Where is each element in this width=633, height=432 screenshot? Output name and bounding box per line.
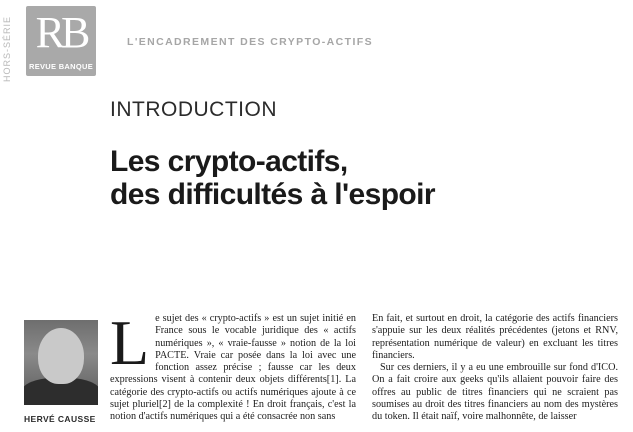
- article-kicker: INTRODUCTION: [110, 98, 277, 121]
- logo-wordmark: REVUE BANQUE: [28, 62, 94, 71]
- body-column-2: [372, 313, 618, 424]
- body-paragraph-1: En fait, et surtout en droit, la catégorie des actifs financiers s'appuie sur les deux réalités précédentes (jetons et RNV, représentation numérique de valeur) en excluant les titres financiers.: [372, 313, 618, 361]
- body-paragraph-2: Sur ces derniers, il y a eu une embrouille sur fond d'ICO. On a fait croire aux geeks qu'ils allaient pouvoir faire des offres au public de titres financiers qui ne scraient pas soumises au droit des titres financiers au nom des mystères du token. Il était naïf, voire malhonnête, de laisser: [372, 362, 618, 423]
- author-name: HERVÉ CAUSSE: [24, 414, 96, 424]
- title-line-2: des difficultés à l'espoir: [110, 178, 435, 211]
- author-photo: [24, 320, 98, 405]
- photo-head: [38, 328, 84, 384]
- body-paragraph: [110, 307, 356, 424]
- hors-serie-label: HORS-SÉRIE: [2, 16, 12, 83]
- article-title: [110, 145, 610, 211]
- drop-cap: L: [110, 307, 150, 378]
- revue-banque-logo: [26, 6, 96, 76]
- section-header: L'ENCADREMENT DES CRYPTO-ACTIFS: [127, 36, 373, 48]
- title-line-1: Les crypto-actifs,: [110, 145, 348, 178]
- body-column-1: [110, 307, 356, 424]
- body-text-col1: e sujet des « crypto-actifs » est un sujet initié en France sous le vocable juridique des « actifs numériques », « vraie-fausse » notion de la loi PACTE. Vraie car posée dans la loi avec une fonction assez précise ; fausse car les deux expressions visent à contenir deux objets différents[1]. La catégorie des crypto-actifs ou actifs numériques ajoute à ce sujet pluriel[2] de la complexité ! En droit français, c'est la notion d'actifs numériques qui a été consacrée non sans: [110, 313, 356, 423]
- logo-monogram: RB: [35, 8, 87, 57]
